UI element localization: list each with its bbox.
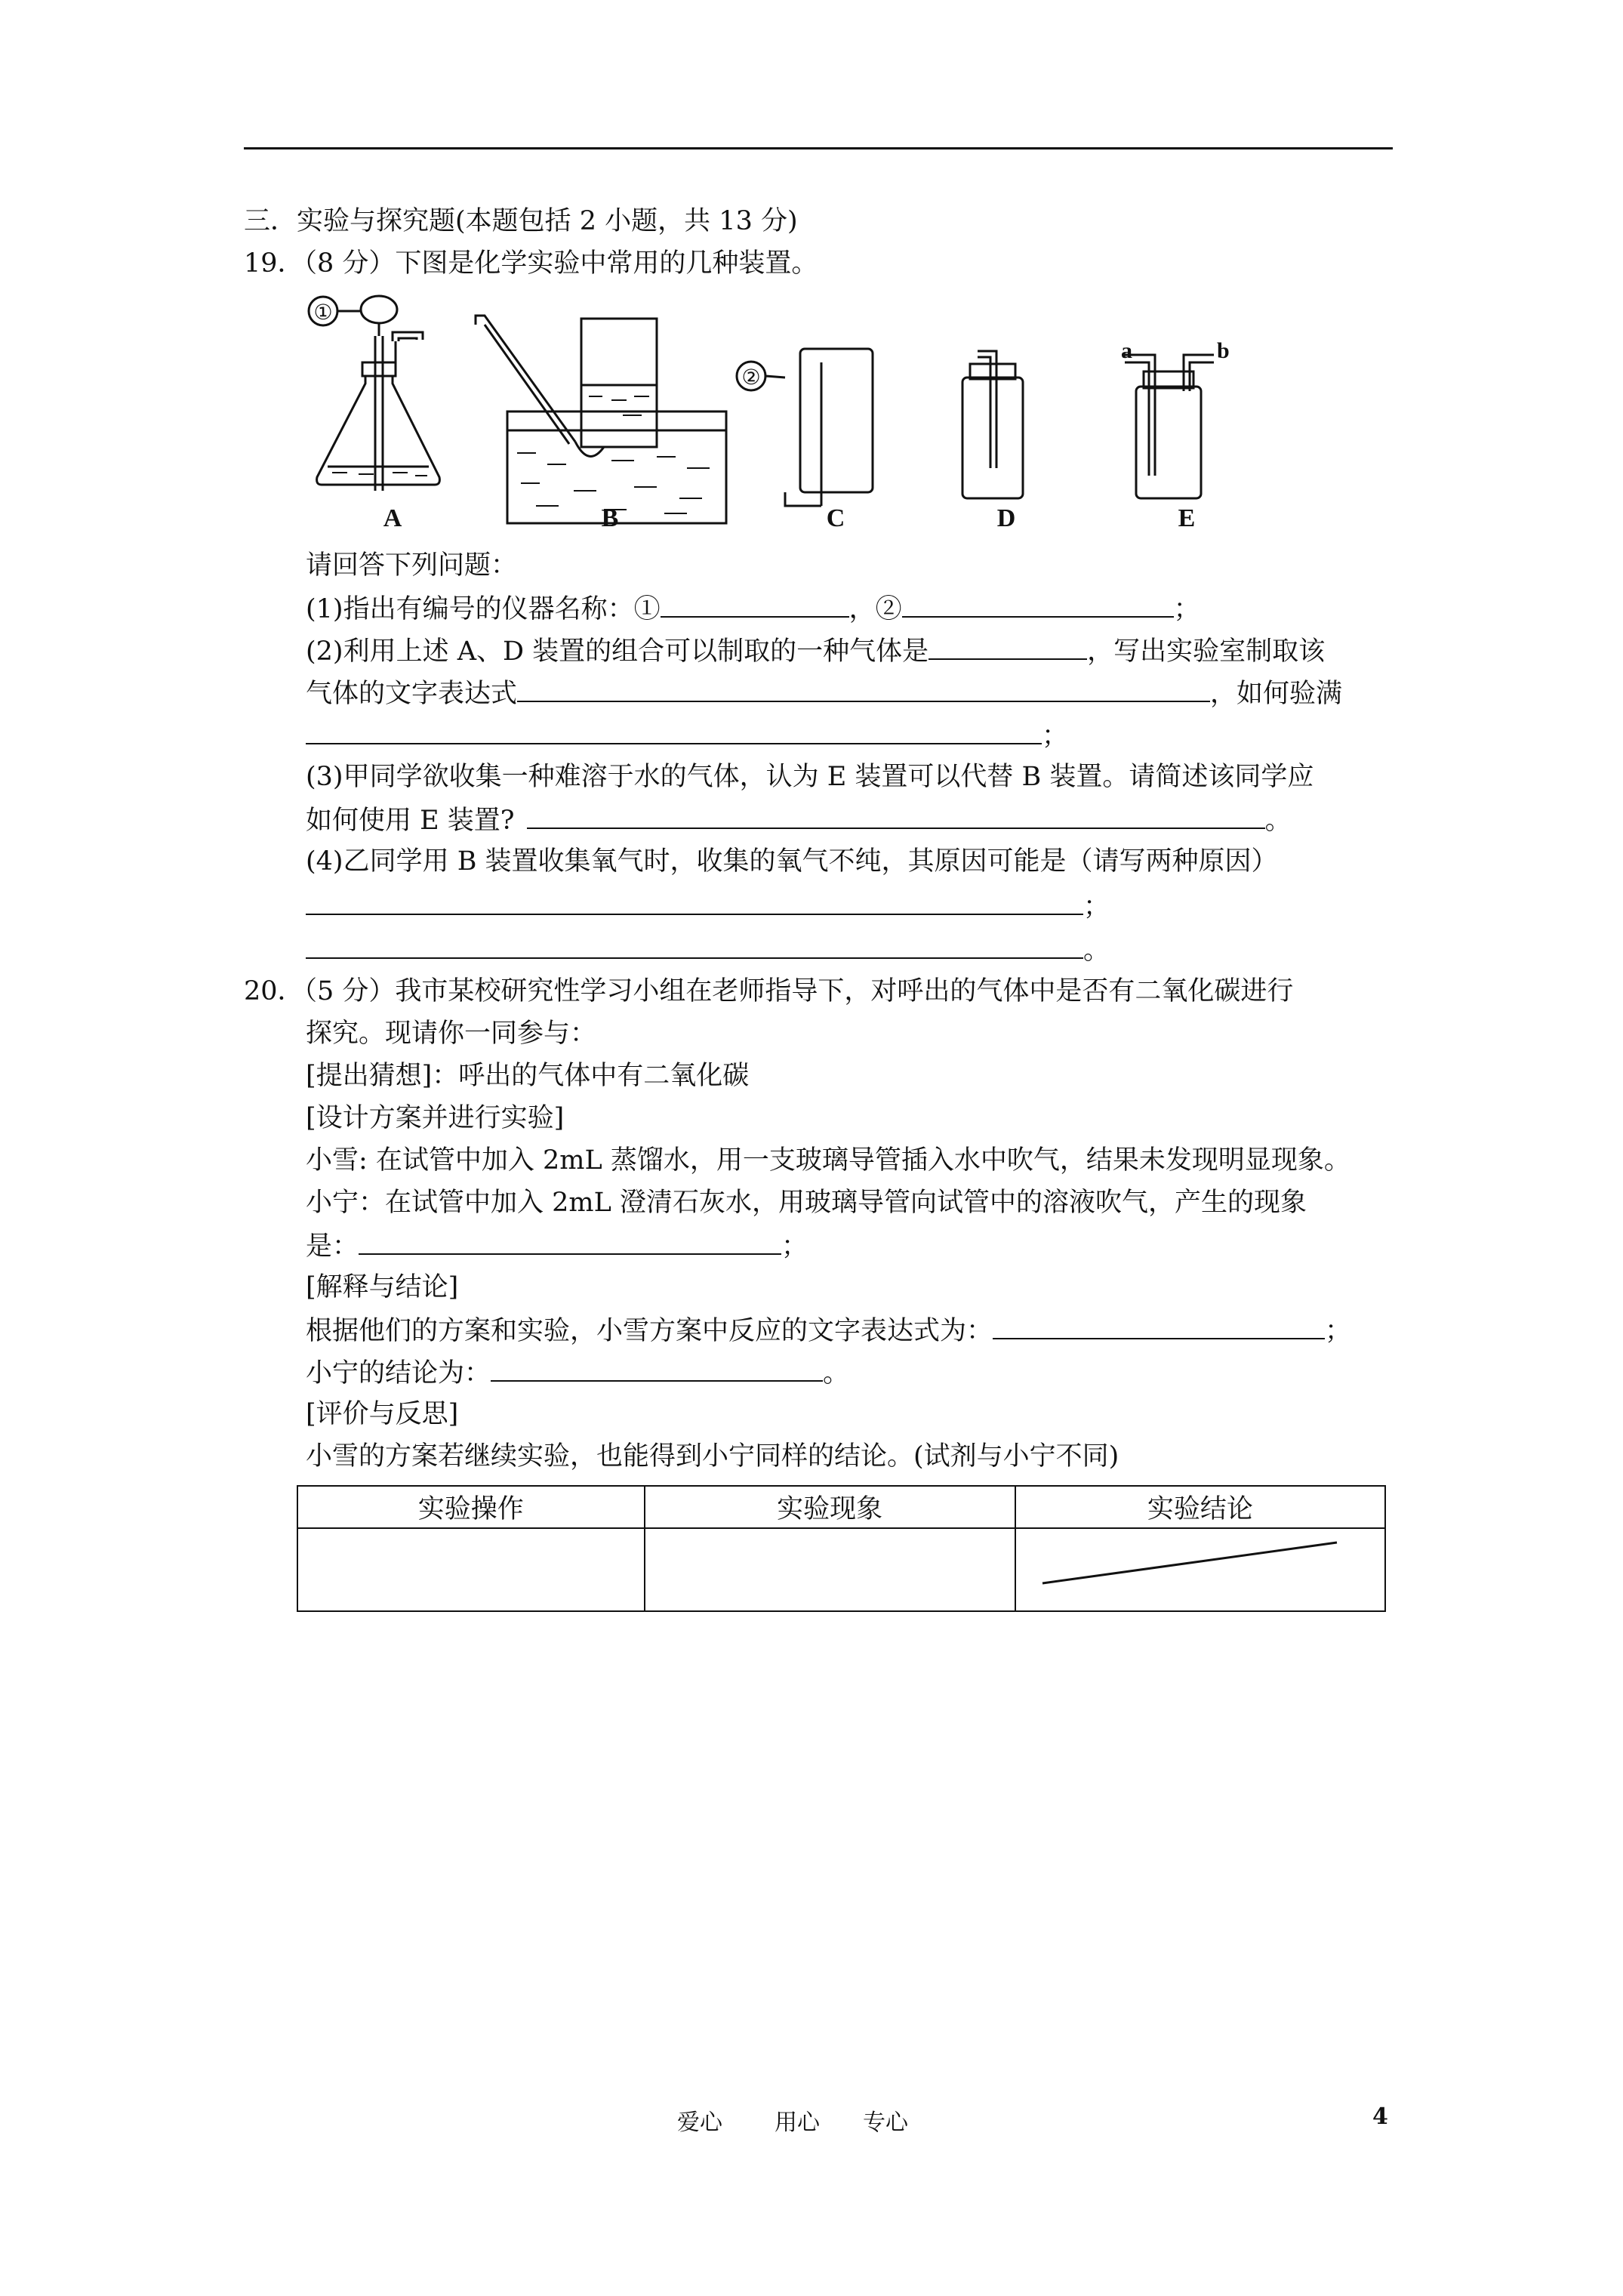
q20-title-cont: 探究。现请你一同参与： [306, 1019, 597, 1049]
label-d: D [996, 504, 1016, 532]
port-b-label: b [1217, 338, 1230, 363]
footer-motto-1: 爱心 [677, 2110, 722, 2136]
q19-part2-line2: 气体的文字表达式 ，如何验满 [306, 675, 1342, 711]
q20-hypothesis: [提出猜想]：呼出的气体中有二氧化碳 [306, 1061, 750, 1091]
q20-conclusion2: 小宁的结论为： 。 [306, 1354, 849, 1391]
q19-part4-line1: (4)乙同学用 B 装置收集氧气时，收集的氧气不纯，其原因可能是（请写两种原因） [306, 846, 1278, 877]
cell-phenomenon[interactable] [645, 1528, 1015, 1611]
blank-xiaoxue-equation[interactable] [993, 1312, 1325, 1339]
q19-part3-line2: 如何使用 E 装置? 。 [306, 802, 1292, 838]
q20-eval-heading: [评价与反思] [306, 1399, 459, 1429]
apparatus-b-trough [476, 316, 726, 523]
footer-motto-3: 专心 [863, 2110, 908, 2136]
q19-part4-line3: 。 [306, 932, 1110, 968]
q20-xiaoxue: 小雪: 在试管中加入 2mL 蒸馏水，用一支玻璃导管插入水中吹气，结果未发现明显现象。 [306, 1145, 1350, 1176]
apparatus-figure [287, 279, 1268, 547]
apparatus-e-bottle [1125, 355, 1214, 498]
label-a: A [383, 504, 402, 532]
page-number: 4 [1372, 2103, 1388, 2130]
marker-1: ① [313, 300, 333, 325]
blank-use-e[interactable] [527, 802, 1265, 829]
blank-check-full[interactable] [306, 717, 1042, 744]
strike-line [1016, 1529, 1387, 1609]
q19-part4-line2: ； [306, 888, 1110, 924]
apparatus-d-bottle [962, 351, 1023, 498]
q19-intro: 请回答下列问题： [306, 550, 518, 581]
label-c: C [826, 504, 845, 532]
label-e: E [1178, 504, 1196, 532]
footer-motto-2: 用心 [775, 2110, 820, 2136]
table-header-row [297, 1486, 1385, 1528]
section-heading: 三．实验与探究题(本题包括 2 小题，共 13 分) [244, 206, 798, 236]
blank-instrument-1[interactable] [661, 590, 849, 618]
cell-operation[interactable] [297, 1528, 645, 1611]
port-a-label: a [1121, 338, 1132, 363]
q19-title: 19．（8 分）下图是化学实验中常用的几种装置。 [244, 248, 818, 279]
q20-design-heading: [设计方案并进行实验] [306, 1103, 565, 1133]
q20-conclusion1: 根据他们的方案和实验，小雪方案中反应的文字表达式为： ； [306, 1312, 1351, 1348]
table-row [297, 1528, 1385, 1611]
q20-xiaoning: 小宁：在试管中加入 2mL 澄清石灰水，用玻璃导管向试管中的溶液吹气，产生的现象 [306, 1188, 1307, 1218]
header-operation: 实验操作 [297, 1486, 645, 1528]
q19-part3-line1: (3)甲同学欲收集一种难溶于水的气体，认为 E 装置可以代替 B 装置。请简述该同学应 [306, 762, 1314, 792]
q20-xiaoning-cont: 是： ； [306, 1228, 808, 1264]
label-b: B [601, 504, 619, 532]
blank-xiaoning-conclusion[interactable] [491, 1354, 823, 1382]
blank-gas[interactable] [929, 633, 1087, 660]
blank-reason-2[interactable] [306, 932, 1083, 959]
q19-part2-line1: (2)利用上述 A、D 装置的组合可以制取的一种气体是 ，写出实验室制取该 [306, 633, 1325, 669]
header-phenomenon: 实验现象 [645, 1486, 1015, 1528]
q19-part2-line3: ； [306, 717, 1068, 754]
blank-reason-1[interactable] [306, 888, 1083, 915]
blank-instrument-2[interactable] [902, 590, 1174, 618]
q19-part1: (1)指出有编号的仪器名称：① ，② ； [306, 590, 1200, 627]
cell-conclusion-struck [1015, 1528, 1385, 1611]
experiment-table [297, 1485, 1386, 1612]
q20-title: 20．（5 分）我市某校研究性学习小组在老师指导下，对呼出的气体中是否有二氧化碳进行 [244, 976, 1294, 1006]
marker-2: ② [741, 365, 761, 390]
header-conclusion: 实验结论 [1015, 1486, 1385, 1528]
blank-word-equation[interactable] [517, 675, 1210, 702]
apparatus-a-flask [309, 296, 439, 491]
blank-phenomenon[interactable] [359, 1228, 781, 1255]
q20-explain-heading: [解释与结论] [306, 1272, 459, 1302]
header-rule [244, 147, 1393, 149]
q20-eval-text: 小雪的方案若继续实验，也能得到小宁同样的结论。(试剂与小宁不同) [306, 1441, 1119, 1472]
